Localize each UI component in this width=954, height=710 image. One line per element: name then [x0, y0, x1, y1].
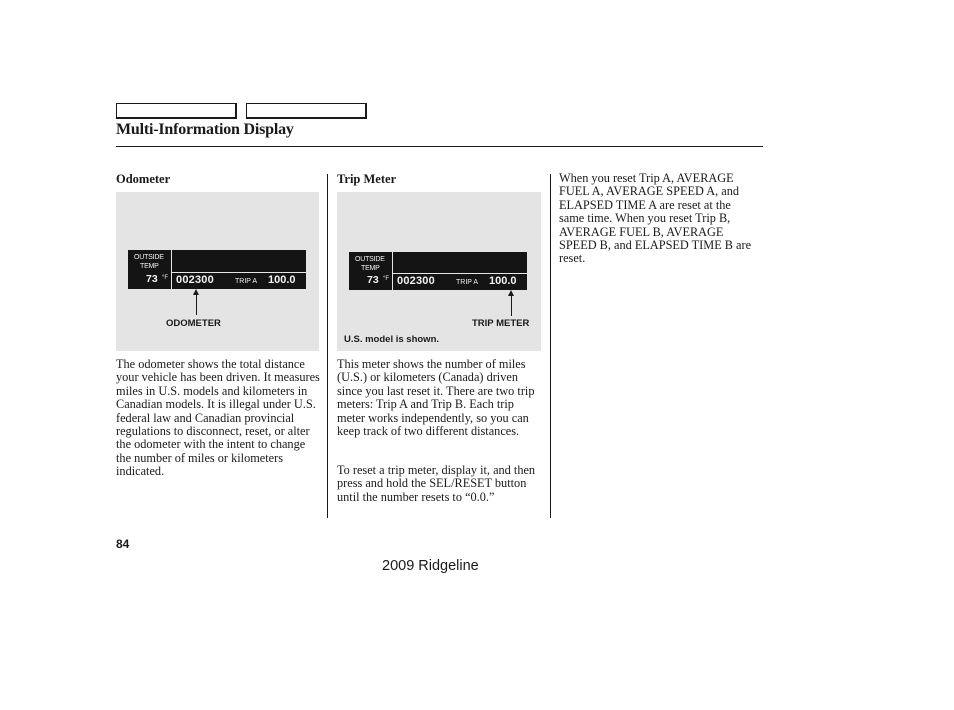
title-rule — [116, 146, 763, 147]
odometer-heading: Odometer — [116, 172, 171, 186]
odometer-figure — [116, 192, 319, 351]
footer-model: 2009 Ridgeline — [382, 558, 479, 574]
outside-temp-label-line1: OUTSIDE — [355, 256, 385, 263]
page-number: 84 — [116, 537, 130, 551]
us-model-note: U.S. model is shown. — [344, 334, 440, 345]
temperature-unit: °F — [383, 276, 390, 282]
trip-meter-heading: Trip Meter — [337, 172, 397, 186]
lcd-divider-horizontal — [171, 272, 306, 273]
temperature-unit: °F — [162, 275, 169, 281]
odometer-callout: ODOMETER — [166, 318, 221, 329]
odometer-lcd-display — [128, 250, 306, 289]
trip-meter-paragraph-2: To reset a trip meter, display it, and then press and hold the SEL/RESET button until the number resets to “0.0.” — [337, 463, 536, 504]
outside-temp-label-line2: TEMP — [361, 265, 380, 272]
trip-lcd-display — [349, 252, 527, 290]
outside-temp-label-line2: TEMP — [140, 263, 159, 270]
trip-meter-figure — [337, 192, 541, 351]
trip-meter-paragraph-1: This meter shows the number of miles (U.S.) or kilometers (Canada) driven since you last reset it. There are two trip meters: Trip A and Trip B. Each trip meter works independently, so you can keep track of two different distances. — [337, 357, 535, 439]
header-tab-1 — [116, 103, 237, 119]
header-tab-2 — [246, 103, 367, 119]
temperature-value: 73 — [146, 273, 158, 285]
odometer-pointer-line — [196, 295, 197, 315]
trip-label: TRIP A — [456, 279, 479, 286]
odometer-value: 002300 — [397, 275, 435, 287]
trip-label: TRIP A — [235, 278, 258, 285]
reset-paragraph: When you reset Trip A, AVERAGE FUEL A, AVERAGE SPEED A, and ELAPSED TIME A are reset at the same time. When you reset Trip B, AVERAGE FUEL B, AVERAGE SPEED B, and ELAPSED TIME B are reset. — [559, 171, 752, 266]
odometer-value: 002300 — [176, 274, 214, 286]
lcd-divider-vertical — [171, 250, 172, 289]
column-divider-2 — [550, 174, 551, 518]
lcd-divider-horizontal — [392, 273, 527, 274]
column-divider-1 — [327, 174, 328, 518]
trip-meter-pointer-line — [511, 296, 512, 316]
trip-meter-callout: TRIP METER — [472, 318, 530, 329]
page-title: Multi-Information Display — [116, 121, 294, 138]
temperature-value: 73 — [367, 274, 379, 286]
odometer-paragraph: The odometer shows the total distance your vehicle has been driven. It measures miles in U.S. models and kilometers in Canadian models. It is illegal under U.S. federal law and Canadian provincial regulations to disconnect, reset, or alter the odometer with the intent to change the number of miles or kilometers indicated. — [116, 357, 320, 479]
trip-value: 100.0 — [489, 275, 517, 287]
trip-value: 100.0 — [268, 274, 296, 286]
outside-temp-label-line1: OUTSIDE — [134, 254, 164, 261]
lcd-divider-vertical — [392, 252, 393, 290]
